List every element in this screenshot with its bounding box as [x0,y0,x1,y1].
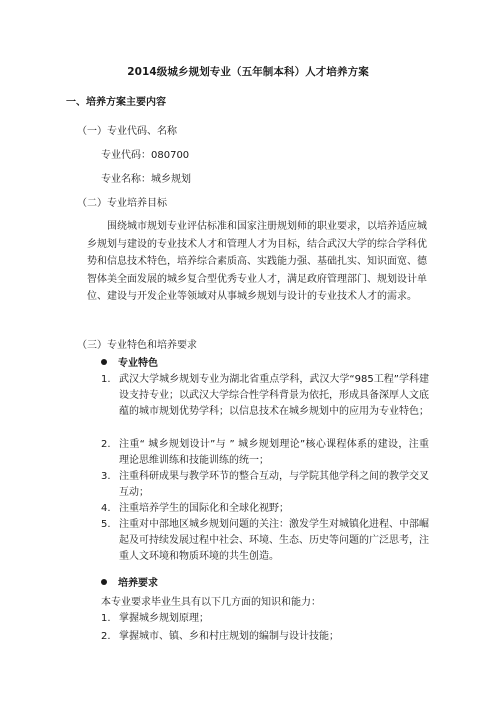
features-title: 专业特色 [118,358,158,369]
major-code: 专业代码：080700 [101,150,190,161]
requirements-title: 培养要求 [118,578,158,589]
goal-paragraph [87,218,427,306]
list-item [101,469,429,501]
list-item [101,372,429,420]
major-name: 专业名称：城乡规划 [101,174,191,185]
list-number: 4. [101,503,111,514]
list-number: 5. [101,519,111,530]
list-text: 武汉大学城乡规划专业为湖北省重点学科，武汉大学“985工程”学科建设支持专业；以武汉大学综合性学科背景为依托，形成具备深厚人文底蕴的城市规划优势学科；以信息技术在城乡规划中的应用为专业特色； [119,374,429,417]
bullet-dot-icon [101,579,107,585]
subsection-heading-code: （一）专业代码、名称 [77,126,177,137]
list-item [101,611,429,627]
list-text: 掌握城市、镇、乡和村庄规划的编制与设计技能； [119,631,339,642]
list-number: 3. [101,471,111,482]
goal-paragraph-text: 围绕城市规划专业评估标准和国家注册规划师的职业要求，以培养适应城乡规划与建设的专业技术人才和管理人才为目标，结合武汉大学的综合学科优势和信息技术特色，培养综合素质高、实践能力强、基础扎实、知识面宽、德智体美全面发展的城乡复合型优秀专业人才，满足政府管理部门、规划设计单位、建设与开发企业等领域对从事城乡规划与设计的专业技术人才的需求。 [87,221,427,302]
list-text: 注重“ 城乡规划设计”与 ” 城乡规划理论”核心课程体系的建设，注重理论思维训练和技能训练的统一； [119,439,429,466]
subsection-heading-goal: （二）专业培养目标 [77,198,167,209]
list-number: 1. [101,374,111,385]
list-text: 注重科研成果与教学环节的整合互动，与学院其他学科之间的教学交叉互动； [119,471,429,498]
section-heading: 一、培养方案主要内容 [66,97,166,108]
list-item [101,437,429,469]
list-number: 1. [101,613,111,624]
requirements-intro: 本专业要求毕业生具有以下几方面的知识和能力： [101,597,321,608]
list-item [101,501,429,517]
list-item [101,629,429,645]
features-bullet [101,354,158,369]
list-number: 2. [101,439,111,450]
list-text: 掌握城乡规划原理； [119,613,209,624]
list-text: 注重培养学生的国际化和全球化视野； [119,503,289,514]
list-item [101,517,429,565]
bullet-dot-icon [101,359,107,365]
list-number: 2. [101,631,111,642]
document-title: 2014级城乡规划专业（五年制本科）人才培养方案 [127,66,369,78]
subsection-heading-features: （三）专业特色和培养要求 [77,340,197,351]
requirements-bullet [101,574,158,589]
list-text: 注重对中部地区城乡规划问题的关注：激发学生对城镇化进程、中部崛起及可持续发展过程中社会、环境、生态、历史等问题的广泛思考，注重人文环境和物质环境的共生创造。 [119,519,429,562]
